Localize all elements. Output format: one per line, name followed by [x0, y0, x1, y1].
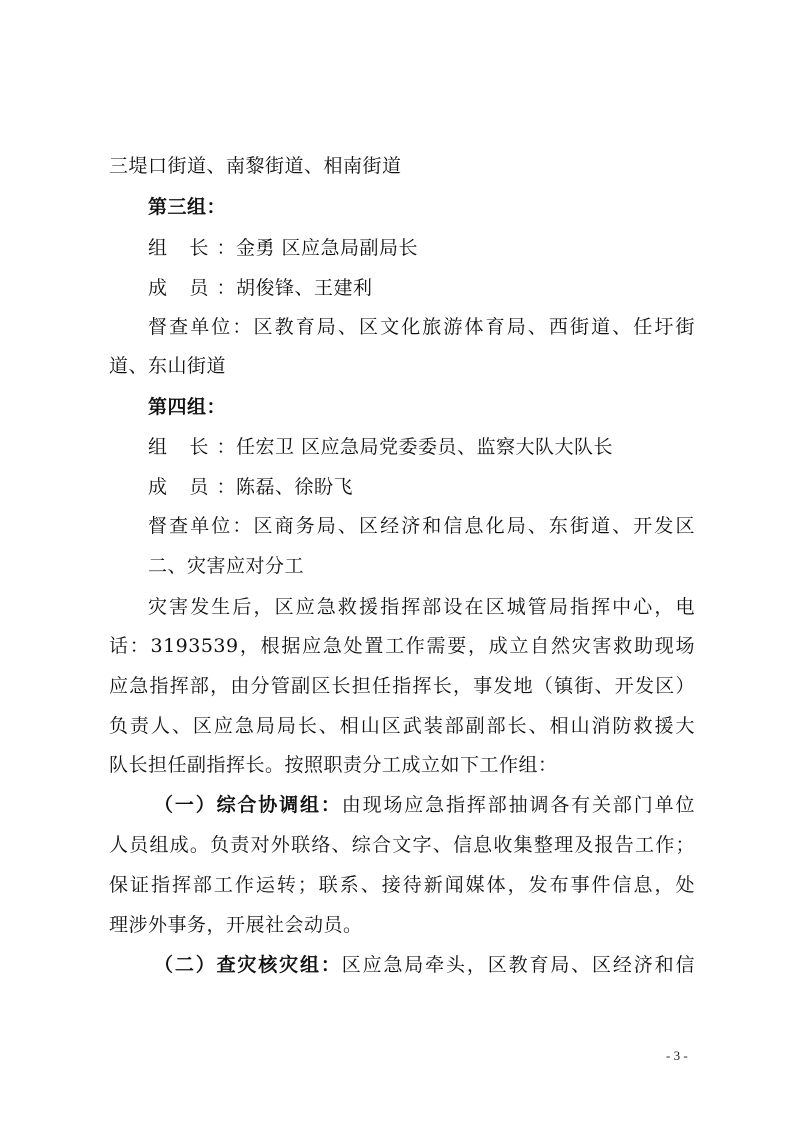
group4-members — [148, 473, 695, 501]
group3-members-value: 胡俊锋、王建利 — [236, 277, 373, 299]
group3-units-line1: 督查单位：区教育局、区文化旅游体育局、西街道、任圩街 — [148, 316, 695, 338]
section2-para-line: 话：3193539，根据应急处置工作需要，成立自然灾害救助现场 — [109, 635, 695, 657]
team1-line: 人员组成。负责对外联络、综合文字、信息收集整理及报告工作； — [109, 834, 695, 856]
group4-leader-value: 任宏卫 区应急局党委委员、监察大队大队长 — [236, 436, 614, 458]
section2-para-line: 队长担任副指挥长。按照职责分工成立如下工作组： — [109, 754, 558, 776]
team1-line: 理涉外事务，开展社会动员。 — [109, 914, 363, 936]
group3-leader — [148, 234, 695, 262]
continuation-line: 三堤口街道、南黎街道、相南街道 — [109, 155, 402, 177]
group3-leader-value: 金勇 区应急局副局长 — [236, 237, 419, 259]
page-number: - 3 - — [666, 1048, 688, 1063]
group4-members-value: 陈磊、徐盼飞 — [236, 476, 354, 498]
group4-title: 第四组： — [148, 396, 227, 418]
team1-line: 保证指挥部工作运转；联系、接待新闻媒体，发布事件信息，处 — [109, 874, 695, 896]
section2-para-line: 灾害发生后，区应急救援指挥部设在区城管局指挥中心，电 — [148, 596, 695, 618]
team1-line1 — [154, 791, 695, 819]
group4-leader — [148, 433, 695, 461]
group4-members-label: 成 员： — [148, 476, 236, 498]
section2-para-line: 负责人、区应急局局长、相山区武装部副部长、相山消防救援大 — [109, 715, 695, 737]
team2-line1-rest: 区应急局牵头，区教育局、区经济和信 — [341, 954, 695, 976]
team1-title: （一）综合协调组： — [154, 794, 342, 816]
group3-members — [148, 274, 695, 302]
group3-leader-label: 组 长： — [148, 237, 236, 259]
group4-units-line1: 督查单位：区商务局、区经济和信息化局、东街道、开发区 — [148, 515, 695, 537]
team1-line1-rest: 由现场应急指挥部抽调各有关部门单位 — [341, 794, 695, 816]
team2-line1 — [154, 951, 695, 979]
section2-para-line: 应急指挥部，由分管副区长担任指挥长，事发地（镇街、开发区） — [109, 675, 695, 697]
group3-members-label: 成 员： — [148, 277, 236, 299]
team2-title: （二）查灾核灾组： — [154, 954, 342, 976]
group3-title: 第三组： — [148, 196, 227, 218]
group3-units-line2: 道、东山街道 — [109, 355, 227, 377]
section2-heading: 二、灾害应对分工 — [148, 555, 305, 577]
group4-leader-label: 组 长： — [148, 436, 236, 458]
